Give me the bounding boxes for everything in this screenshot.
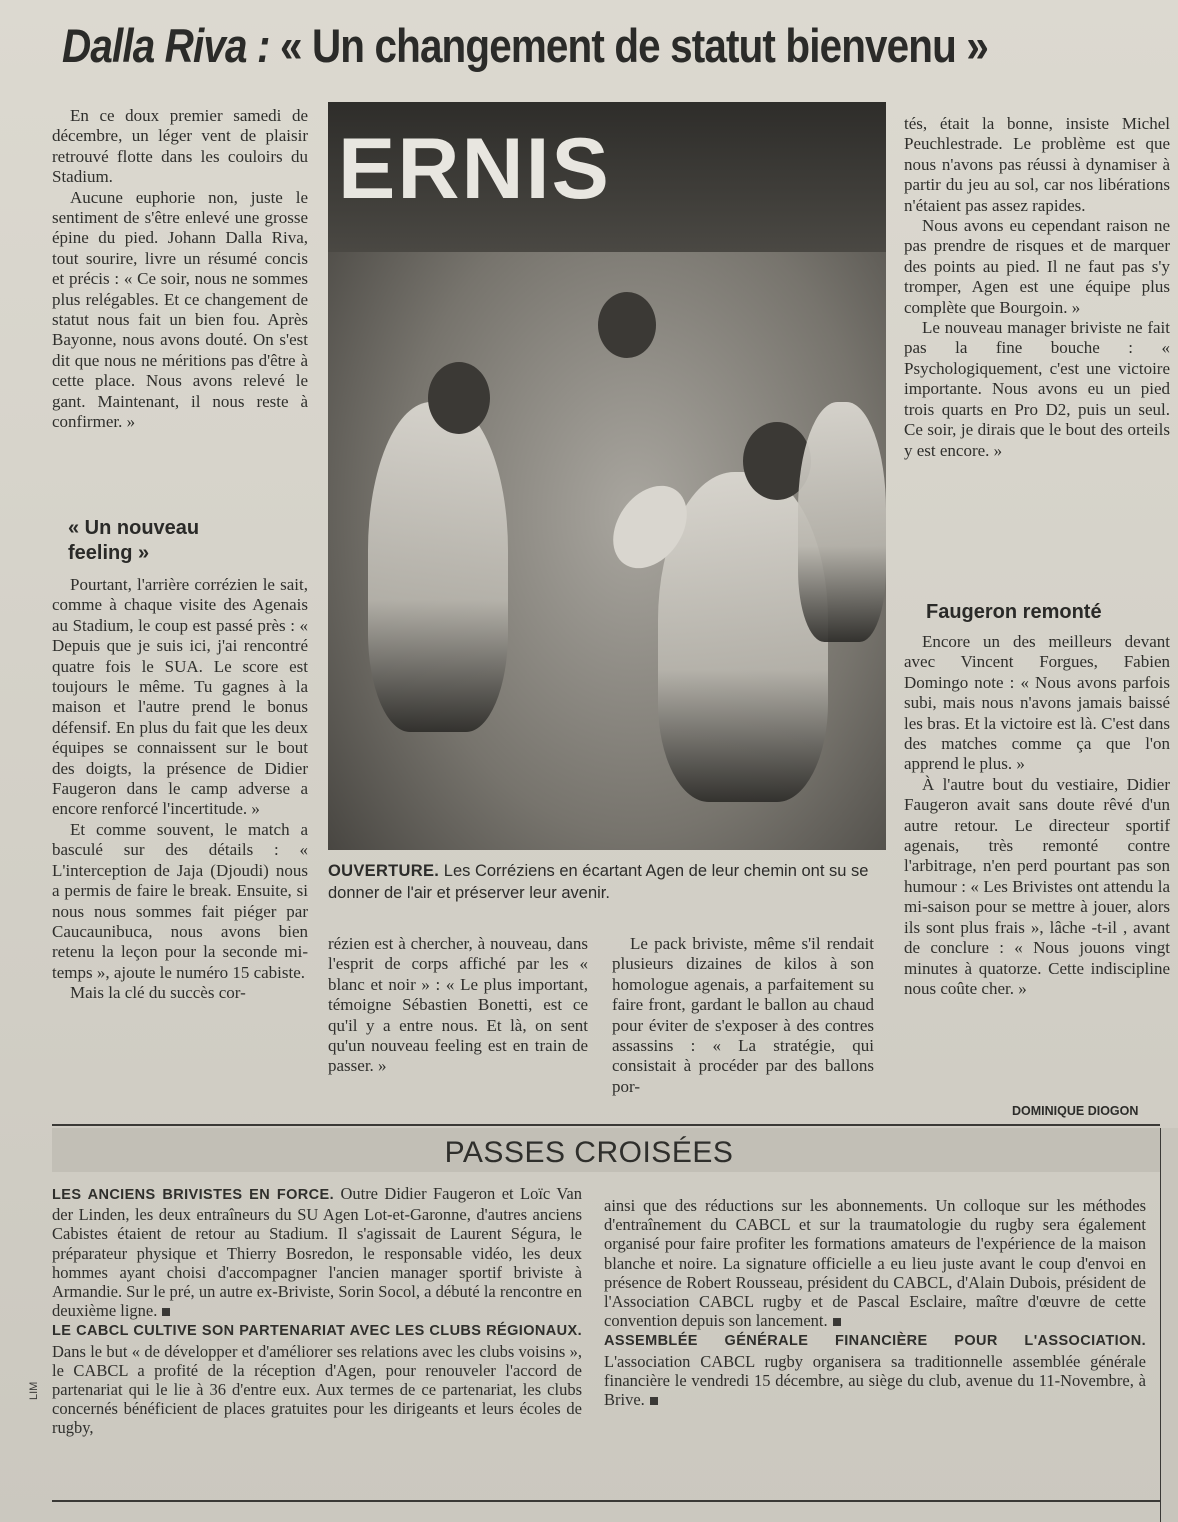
paragraph: Nous avons eu cependant raison ne pas prendre de risques et de marquer des points au pied. Il ne faut pas s'y tromper, Agen est une équipe plus complète que Bourgoin. » [904,216,1170,317]
paragraph: Et comme souvent, le match a basculé sur des détails : « L'interception de Jaja (Djoudi) nous a permis de faire le break. Ensuite, si nous nous sommes fait piéger par Caucaunibuca, nous avons bien retenu la leçon pour la seconde mi-temps », ajoute le numéro 15 cabiste. [52,819,308,982]
end-square-icon [833,1318,841,1326]
player-head [598,292,656,358]
end-square-icon [650,1397,658,1405]
player-head [428,362,490,434]
brief-text: Outre Didier Faugeron et Loïc Van der Linden, les deux entraîneurs du SU Agen Lot-et-Garonne, d'autres anciens Cabistes étaient de retour au Stadium. Il s'agissait de Laurent Ségura, le préparateur physique et Thierry Bosredon, le responsable vidéo, les deux hommes ayant choisi d'accompagner l'ancien manager sportif briviste à Armandie. Sur le pré, un autre ex-Briviste, Sorin Socol, a débuté la rencontre en deuxième ligne. [52,1184,583,1321]
paragraph: Aucune euphorie non, juste le sentiment de s'être enlevé une grosse épine du pied. Johann Dalla Riva, tout sourire, livre un résumé concis et précis : « Ce soir, nous ne sommes plus relégables. Et ce changement de statut nous fait un bien fou. Après Bayonne, nous avons douté. On s'est dit que nous ne méritions pas d'être à cette place. Nous avons relevé le gant. Maintenant, il nous reste à confirmer. » [52,187,308,432]
player-figure [368,402,508,732]
paragraph: rézien est à chercher, à nouveau, dans l'esprit de corps affiché par les « blanc et noir » : « Le plus important, témoigne Sébastien Bonetti, est ce qu'il y a entre nous. Et là, on sent qu'un nouveau feeling est en train de passer. » [328,934,588,1076]
headline-name: Dalla Riva : [62,19,270,72]
caption-label: OUVERTURE. [328,862,440,880]
brief-lead: ASSEMBLÉE GÉNÉRALE FINANCIÈRE POUR L'ASSOCIATION. [604,1333,1146,1350]
article-column-1b [52,575,308,1004]
article-column-1a [52,106,308,433]
article-column-2 [328,934,588,1077]
paragraph: En ce doux premier samedi de décembre, un léger vent de plaisir retrouvé flotte dans les couloirs du Stadium. [52,106,308,187]
brief-left [52,1184,582,1438]
paragraph: Le nouveau manager briviste ne fait pas la fine bouche : « Psychologiquement, c'est une victoire importante. Nous avons eu un pied trois quarts en Pro D2, puis un seul. Ce soir, je dirais que le bout des orteils y est encore. » [904,318,1170,460]
subhead-faugeron-remonte: Faugeron remonté [926,601,1102,623]
author-signature: DOMINIQUE DIOGON [1012,1104,1139,1118]
brief-text: ainsi que des réductions sur les abonnements. Un colloque sur les méthodes d'entraînement du CABCL et sur la traumatologie du rugby sera également organisé pour faire profiter les formations amateurs de l'expérience de la maison blanche et noire. La signature officielle a eu lieu juste avant le coup d'envoi en présence de Robert Rousseau, président du CABCL, d'Alain Dubois, président de l'Association CABCL rugby et de Pascal Esclaire, maître d'œuvre de cette convention depuis son lancement. [604,1196,1146,1331]
brief-text: Dans le but « de développer et d'améliorer ses relations avec les clubs voisins », le CABCL a profité de la réception d'Agen, pour renouveler l'accord de partenariat qui le lie à 36 d'entre eux. Aux termes de ce partenariat, les clubs concernés bénéficient de places gratuites pour les dirigeants et leurs écoles de rugby, [52,1341,582,1438]
paragraph: Pourtant, l'arrière corrézien le sait, comme à chaque visite des Agenais au Stadium, le coup est passé près : « Depuis que je suis ici, j'ai rencontré quatre fois le SUA. Le score est toujours le même. Tu gagnes à la maison et l'autre prend le bonus défensif. En plus du fait que les deux équipes se connaissent sur le bout des doigts, la présence de Didier Faugeron dans le camp adverse a encore renforcé l'incertitude. » [52,575,308,819]
photo-caption [328,860,878,904]
article-column-3 [612,934,874,1097]
adjacent-column-edge [1160,1128,1178,1522]
article-column-4a [904,114,1170,461]
paragraph: Encore un des meilleurs devant avec Vincent Forgues, Fabien Domingo note : « Nous avons parfois subi, mais nous n'avons jamais baissé les bras. Et la victoire est là. C'est dans des matches comme ça que l'on apprend le plus. » [904,632,1170,774]
paragraph: tés, était la bonne, insiste Michel Peuchlestrade. Le problème est que nous n'avons pas réussi à dynamiser à partir du jeu au sol, car nos libérations n'étaient pas assez rapides. [904,114,1170,215]
paragraph: À l'autre bout du vestiaire, Didier Faugeron avait sans doute rêvé d'un autre retour. Le directeur sportif agenais, très remonté contre l'arbitrage, n'en perd pourtant pas son humour : « Les Brivistes ont attendu la mi-saison pour se mettre à jouer, alors ils sont plus frais », lâche -t-il , avant de conclure : « Nous jouons vingt minutes à quatorze. Cette indiscipline nous coûte cher. » [904,774,1170,998]
banner-text: ERNIS [338,121,611,217]
paragraph: Mais la clé du succès cor- [70,983,246,1003]
headline [62,18,1017,73]
caption-text: Les Corréziens en écartant Agen de leur chemin ont su se donner de l'air et préserver leur avenir. [328,862,869,902]
paragraph: Le pack briviste, même s'il rendait plusieurs dizaines de kilos à son homologue agenais, a parfaitement su faire front, gardant le ballon au chaud pour éviter de s'exposer à des contres assassins : « La stratégie, qui consistait à procéder par des ballons por- [612,934,874,1096]
headline-quote: « Un changement de statut bienvenu » [279,19,988,72]
section-title: PASSES CROISÉES [444,1136,734,1169]
credit-label: LIM [28,1381,40,1400]
brief-text: L'association CABCL rugby organisera sa traditionnelle assemblée générale financière le vendredi 15 décembre, au siège du club, avenue du 11-Novembre, à Brive. [604,1351,1146,1410]
stadium-banner [328,102,886,252]
section-top-rule [52,1124,1160,1126]
article-column-4b [904,632,1170,999]
brief-lead: LE CABCL CULTIVE SON PARTENARIAT AVEC LES CLUBS RÉGIONAUX. [52,1323,582,1340]
end-square-icon [162,1308,170,1316]
brief-right [604,1196,1146,1409]
player-figure [798,402,886,642]
section-bottom-rule [52,1500,1160,1502]
subhead-nouveau-feeling: « Un nouveau feeling » [68,517,200,564]
rugby-match-photo [328,102,886,850]
brief-lead: LES ANCIENS BRIVISTES EN FORCE. [52,1187,335,1203]
